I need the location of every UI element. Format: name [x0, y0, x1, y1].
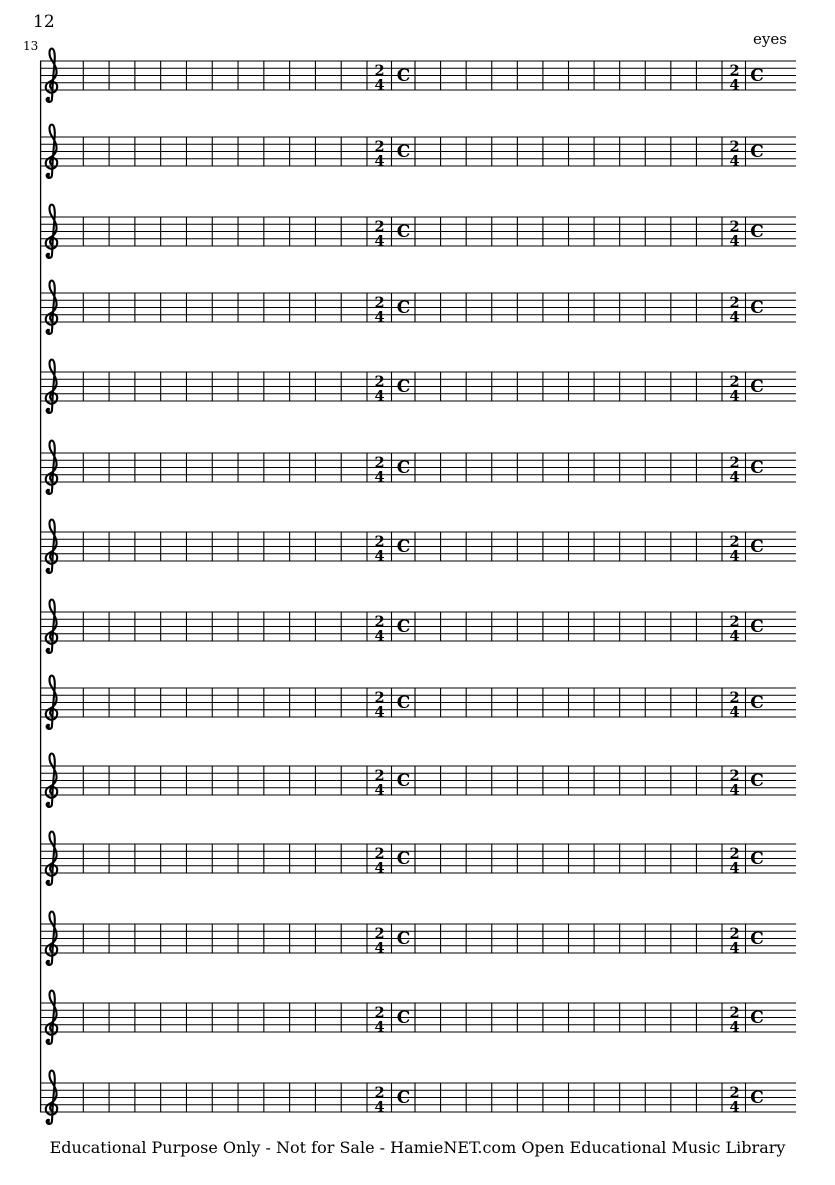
common-time-icon: C: [396, 929, 411, 950]
common-time-icon: C: [396, 617, 411, 638]
common-time-icon: C: [396, 693, 411, 714]
time-signature-2-4: [374, 295, 384, 327]
time-signature-denominator: 4: [374, 309, 385, 326]
time-signature-denominator: 4: [729, 1099, 740, 1116]
time-signature-2-4: [729, 690, 739, 722]
time-signature-2-4: [729, 374, 739, 406]
common-time-icon: C: [396, 849, 411, 870]
staff-system: [40, 49, 796, 102]
time-signature-denominator: 4: [729, 704, 740, 721]
time-signature-2-4: [374, 690, 384, 722]
staff-system: [40, 520, 796, 573]
common-time-icon: C: [396, 222, 411, 243]
common-time-icon: C: [396, 458, 411, 479]
time-signature-numerator: 2: [729, 689, 740, 707]
time-signature-numerator: 2: [374, 767, 385, 785]
time-signature-denominator: 4: [374, 548, 385, 565]
common-time-icon: C: [750, 298, 764, 319]
time-signature-denominator: 4: [729, 628, 740, 645]
staff-system: [40, 360, 796, 413]
time-signature-2-4: [374, 768, 384, 800]
time-signature-2-4: [729, 455, 739, 487]
time-signature-denominator: 4: [729, 153, 740, 170]
staff-system: [40, 600, 796, 653]
time-signature-numerator: 2: [729, 925, 740, 943]
time-signature-numerator: 2: [729, 845, 740, 863]
common-time-icon: C: [750, 66, 764, 87]
time-signature-denominator: 4: [374, 628, 385, 645]
time-signature-denominator: 4: [729, 782, 740, 799]
common-time-icon: C: [396, 142, 411, 163]
footer-text: Educational Purpose Only - Not for Sale - HamieNET.com Open Educational Music Library: [49, 1138, 786, 1157]
time-signature-denominator: 4: [374, 1019, 385, 1036]
time-signature-2-4: [729, 926, 739, 958]
time-signature-numerator: 2: [374, 454, 385, 472]
common-time-icon: C: [750, 617, 764, 638]
time-signature-2-4: [374, 614, 384, 646]
time-signature-denominator: 4: [729, 233, 740, 250]
time-signature-2-4: [729, 1085, 739, 1117]
time-signature-numerator: 2: [729, 454, 740, 472]
common-time-icon: C: [396, 377, 411, 398]
time-signature-denominator: 4: [374, 388, 385, 405]
time-signature-denominator: 4: [374, 233, 385, 250]
time-signature-numerator: 2: [374, 62, 385, 80]
common-time-icon: C: [396, 298, 411, 319]
time-signature-denominator: 4: [729, 309, 740, 326]
common-time-icon: C: [396, 1008, 411, 1029]
time-signature-2-4: [729, 63, 739, 95]
staff-system: [40, 912, 796, 965]
time-signature-2-4: [374, 534, 384, 566]
time-signature-numerator: 2: [374, 845, 385, 863]
time-signature-numerator: 2: [729, 294, 740, 312]
time-signature-denominator: 4: [374, 153, 385, 170]
common-time-icon: C: [750, 849, 764, 870]
common-time-icon: C: [750, 1088, 764, 1109]
common-time-icon: C: [396, 66, 411, 87]
staff-system: [40, 125, 796, 178]
time-signature-2-4: [729, 534, 739, 566]
time-signature-2-4: [374, 139, 384, 171]
time-signature-denominator: 4: [729, 860, 740, 877]
time-signature-denominator: 4: [374, 704, 385, 721]
common-time-icon: C: [750, 1008, 764, 1029]
common-time-icon: C: [750, 693, 764, 714]
page-number: 12: [33, 12, 55, 32]
time-signature-numerator: 2: [374, 218, 385, 236]
common-time-icon: C: [396, 771, 411, 792]
time-signature-numerator: 2: [729, 218, 740, 236]
time-signature-numerator: 2: [374, 613, 385, 631]
time-signature-2-4: [374, 219, 384, 251]
staff-system: [40, 281, 796, 334]
time-signature-numerator: 2: [374, 925, 385, 943]
time-signature-2-4: [729, 614, 739, 646]
time-signature-numerator: 2: [729, 373, 740, 391]
time-signature-numerator: 2: [374, 533, 385, 551]
time-signature-denominator: 4: [374, 782, 385, 799]
time-signature-numerator: 2: [729, 138, 740, 156]
staff-system: [40, 754, 796, 807]
time-signature-numerator: 2: [729, 62, 740, 80]
time-signature-numerator: 2: [374, 373, 385, 391]
time-signature-2-4: [374, 374, 384, 406]
time-signature-numerator: 2: [729, 1084, 740, 1102]
time-signature-denominator: 4: [374, 860, 385, 877]
time-signature-denominator: 4: [374, 469, 385, 486]
time-signature-2-4: [729, 219, 739, 251]
time-signature-numerator: 2: [374, 1004, 385, 1022]
time-signature-2-4: [374, 846, 384, 878]
time-signature-2-4: [374, 1085, 384, 1117]
time-signature-denominator: 4: [729, 77, 740, 94]
common-time-icon: C: [750, 377, 764, 398]
common-time-icon: C: [750, 929, 764, 950]
time-signature-2-4: [729, 295, 739, 327]
time-signature-numerator: 2: [729, 1004, 740, 1022]
common-time-icon: C: [396, 537, 411, 558]
time-signature-numerator: 2: [729, 613, 740, 631]
common-time-icon: C: [750, 458, 764, 479]
time-signature-denominator: 4: [729, 1019, 740, 1036]
time-signature-2-4: [374, 1005, 384, 1037]
lyric-annotation: eyes: [753, 30, 787, 48]
time-signature-2-4: [729, 768, 739, 800]
time-signature-numerator: 2: [729, 767, 740, 785]
time-signature-denominator: 4: [729, 940, 740, 957]
measure-number: 13: [23, 39, 39, 53]
staff-system: [40, 832, 796, 885]
time-signature-2-4: [729, 846, 739, 878]
staff-system: [40, 676, 796, 729]
staff-system: [40, 441, 796, 494]
time-signature-2-4: [729, 139, 739, 171]
time-signature-numerator: 2: [729, 533, 740, 551]
staff-system: [40, 205, 796, 258]
time-signature-2-4: [374, 926, 384, 958]
time-signature-numerator: 2: [374, 138, 385, 156]
time-signature-denominator: 4: [374, 77, 385, 94]
staff-system: [40, 991, 796, 1044]
common-time-icon: C: [750, 222, 764, 243]
time-signature-denominator: 4: [374, 940, 385, 957]
time-signature-denominator: 4: [729, 469, 740, 486]
common-time-icon: C: [750, 771, 764, 792]
time-signature-denominator: 4: [729, 548, 740, 565]
time-signature-numerator: 2: [374, 294, 385, 312]
time-signature-denominator: 4: [729, 388, 740, 405]
time-signature-numerator: 2: [374, 689, 385, 707]
time-signature-2-4: [729, 1005, 739, 1037]
common-time-icon: C: [396, 1088, 411, 1109]
time-signature-denominator: 4: [374, 1099, 385, 1116]
time-signature-2-4: [374, 63, 384, 95]
common-time-icon: C: [750, 142, 764, 163]
common-time-icon: C: [750, 537, 764, 558]
time-signature-numerator: 2: [374, 1084, 385, 1102]
staff-system: [40, 1071, 796, 1124]
time-signature-2-4: [374, 455, 384, 487]
